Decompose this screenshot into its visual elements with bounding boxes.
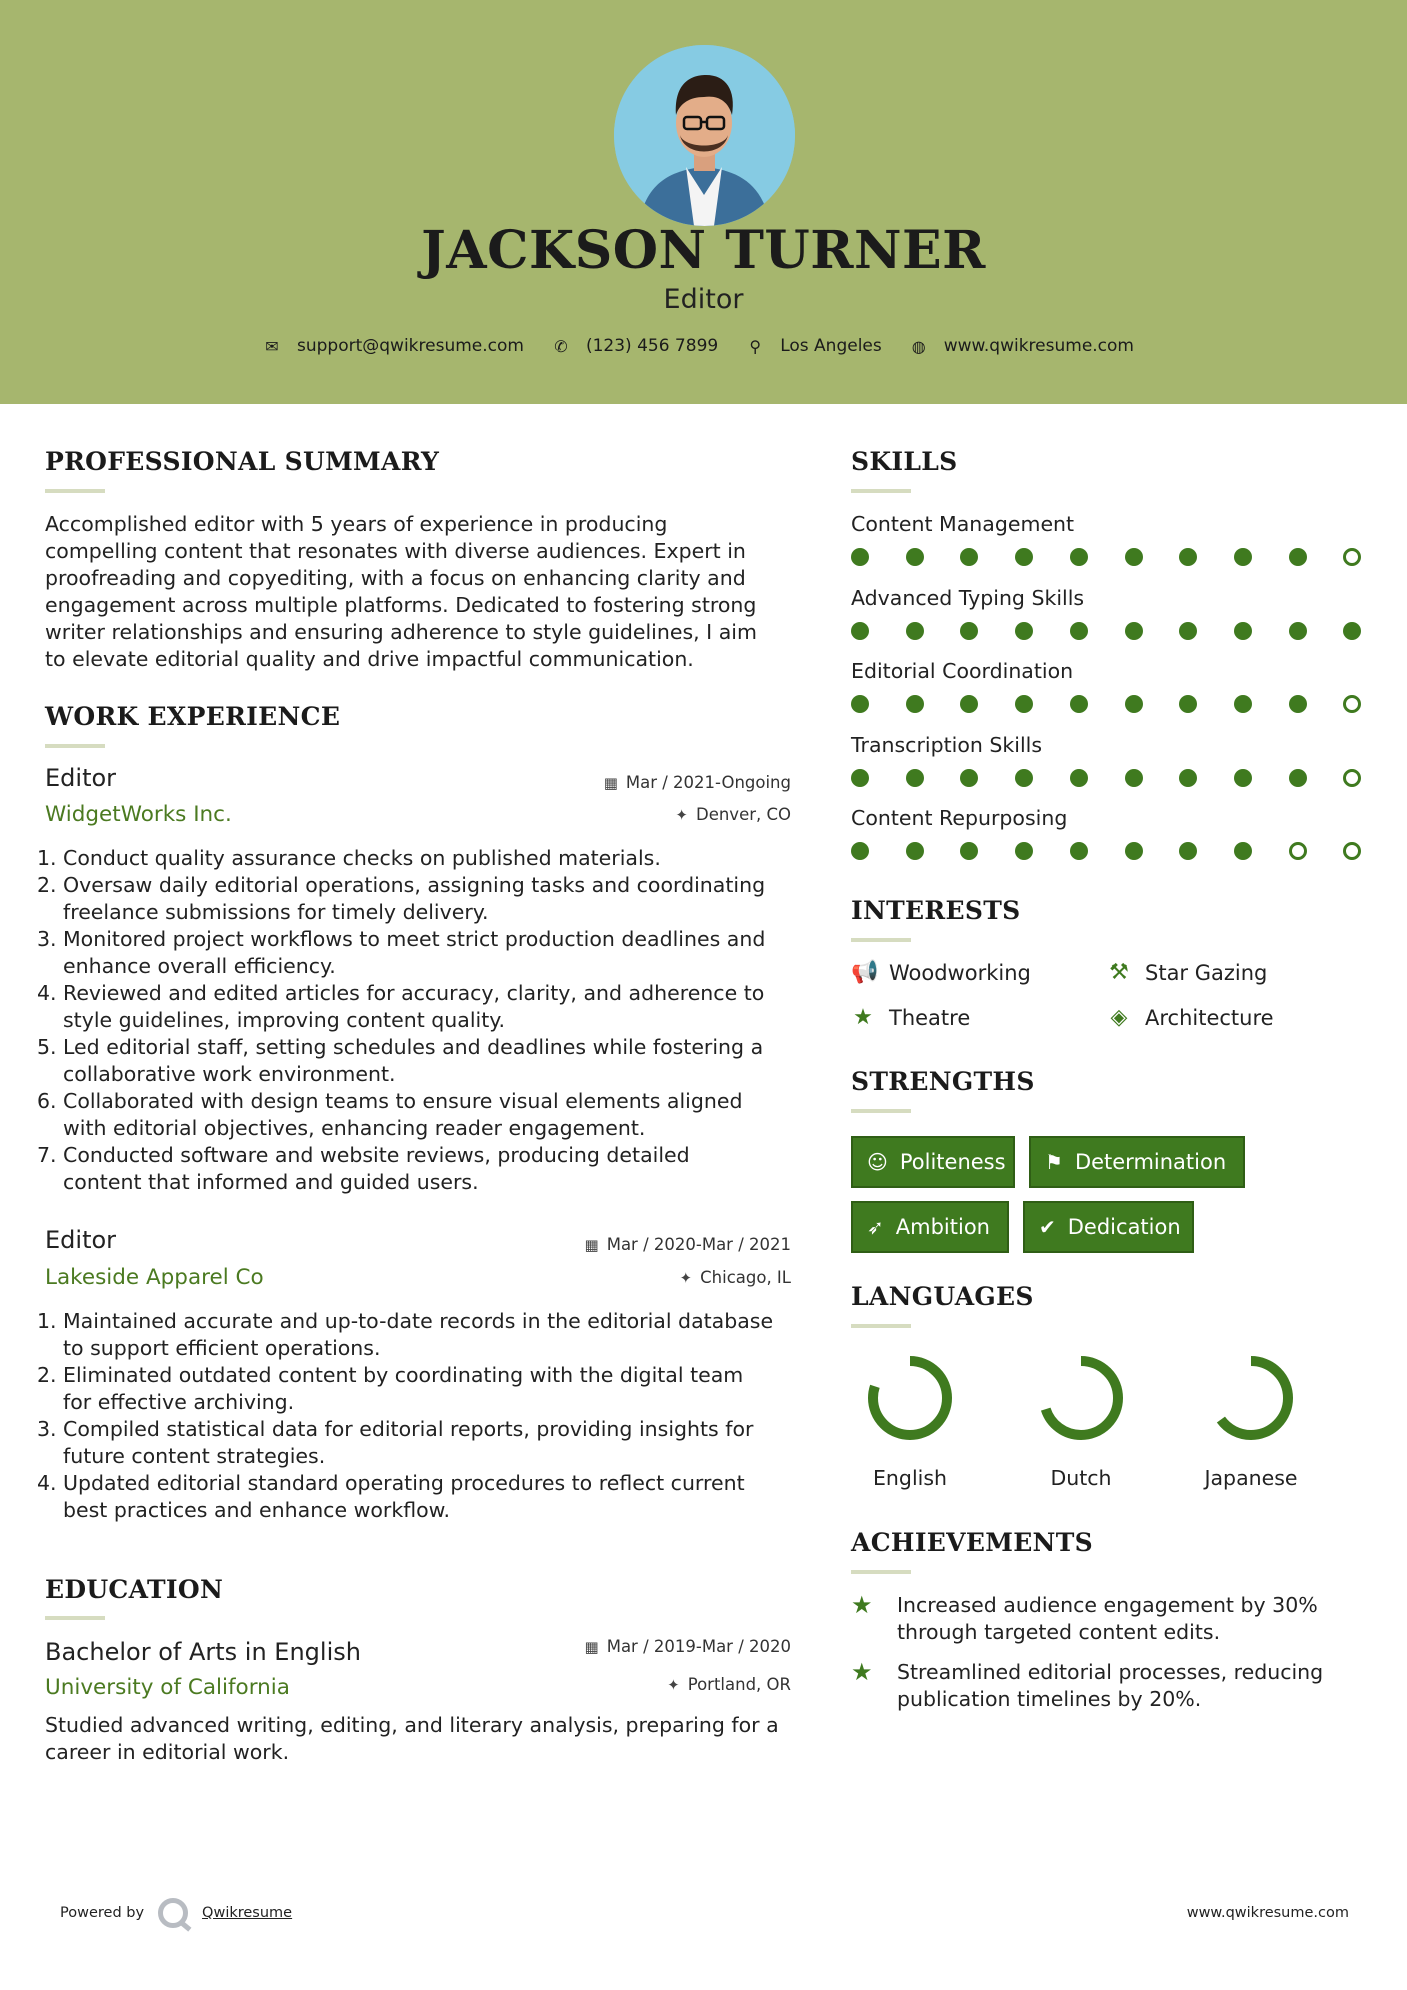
skill-rating-dot xyxy=(906,842,924,860)
skill-rating-dot xyxy=(1289,548,1307,566)
gavel-icon: ⚒ xyxy=(1109,960,1129,985)
skill-rating-dot xyxy=(1343,695,1361,713)
list-item: 3. Compiled statistical data for editorial reports, providing insights for future content strategies. xyxy=(37,1417,754,1468)
interest-item: ◈ Architecture xyxy=(1107,1005,1274,1030)
skill-rating-dot xyxy=(1070,842,1088,860)
skill-rating-dot xyxy=(906,695,924,713)
skill-rating-dot xyxy=(1179,842,1197,860)
language-label: Dutch xyxy=(1050,1466,1112,1490)
qwikresume-logo-icon xyxy=(158,1898,188,1928)
list-item: 2. Oversaw daily editorial operations, assigning tasks and coordinating freelance submissions for timely delivery. xyxy=(37,873,766,924)
flag-icon: ⚑ xyxy=(1045,1150,1063,1174)
calendar-icon: ▦ xyxy=(584,1637,599,1656)
pin-icon: ✦ xyxy=(675,805,688,824)
skill-name: Transcription Skills xyxy=(851,732,1043,757)
summary-text: Accomplished editor with 5 years of experience in producing compelling content that resonates with diverse audiences. Expert in proofreading and copyediting, with a focus on enhancing clarity and engagement across multiple platforms. Dedicated to fostering strong writer relationships and ensuring adherence to style guidelines, I aim to elevate editorial quality and drive impactful communication. xyxy=(45,512,757,671)
skill-name: Advanced Typing Skills xyxy=(851,585,1085,610)
skill-rating-dot xyxy=(1015,842,1033,860)
footer-powered-by xyxy=(60,1898,292,1928)
candidate-role: Editor xyxy=(663,284,744,315)
experience-heading: WORK EXPERIENCE xyxy=(45,702,341,731)
summary-heading: PROFESSIONAL SUMMARY xyxy=(45,447,440,476)
skill-rating-dot xyxy=(1234,548,1252,566)
list-item: 2. Eliminated outdated content by coordinating with the digital team for effective archiving. xyxy=(37,1363,744,1414)
skill-name: Content Management xyxy=(851,512,1075,536)
brand-link[interactable]: Qwikresume xyxy=(202,1905,293,1921)
skill-rating-dot xyxy=(1179,548,1197,566)
language-label: Japanese xyxy=(1204,1466,1298,1490)
smile-icon: ☺ xyxy=(867,1150,888,1174)
language-label: English xyxy=(872,1466,948,1490)
job-dates: ▦ Mar / 2020-Mar / 2021 xyxy=(584,1235,791,1254)
pin-icon: ✦ xyxy=(679,1268,693,1287)
skill-rating-dot xyxy=(1125,842,1143,860)
skill-rating-dot xyxy=(960,842,978,860)
strengths-heading: STRENGTHS xyxy=(851,1067,1035,1096)
heading-divider xyxy=(851,489,911,493)
skill-rating-dot xyxy=(1289,622,1307,640)
language-level-ring xyxy=(1033,1350,1129,1446)
footer-website[interactable]: www.qwikresume.com xyxy=(1186,1905,1349,1921)
skill-rating-dot xyxy=(851,769,869,787)
skill-rating-dot xyxy=(960,769,978,787)
school-name: University of California xyxy=(45,1675,290,1700)
skill-rating-dot xyxy=(1125,548,1143,566)
job-title: Editor xyxy=(45,1226,117,1254)
skill-rating-dot xyxy=(1343,622,1361,640)
heading-divider xyxy=(851,1570,911,1574)
heading-divider xyxy=(45,1616,105,1620)
calendar-icon: ▦ xyxy=(584,1235,599,1254)
trophy-star-icon: ★ xyxy=(851,1658,873,1686)
skill-name: Content Repurposing xyxy=(851,806,1068,830)
map-pin-icon: ⚲ xyxy=(749,336,762,356)
powered-by-label: Powered by xyxy=(60,1905,145,1921)
skill-rating-dot xyxy=(1343,548,1361,566)
skill-rating-dot xyxy=(1015,622,1033,640)
contact-email[interactable]: support@qwikresume.com xyxy=(297,336,524,356)
heading-divider xyxy=(851,938,911,942)
skill-rating-dot xyxy=(851,695,869,713)
trophy-star-icon: ★ xyxy=(851,1591,873,1619)
list-item: 4. Reviewed and edited articles for accuracy, clarity, and adherence to style guidelines, improving content quality. xyxy=(37,981,765,1032)
skill-rating-dot xyxy=(906,622,924,640)
company-name: WidgetWorks Inc. xyxy=(45,802,232,827)
heading-divider xyxy=(45,489,105,493)
language-level-ring xyxy=(1203,1350,1299,1446)
candidate-name: JACKSON TURNER xyxy=(421,220,986,281)
skill-rating-dot xyxy=(1179,769,1197,787)
skill-rating-dot xyxy=(1234,622,1252,640)
strength-badge: ➶ Ambition xyxy=(851,1201,1009,1253)
skill-rating-dot xyxy=(1289,842,1307,860)
skill-rating-dot xyxy=(851,842,869,860)
envelope-icon: ✉ xyxy=(265,336,279,356)
education-dates: ▦ Mar / 2019-Mar / 2020 xyxy=(584,1637,791,1656)
skill-rating-dot xyxy=(1070,548,1088,566)
job-duties xyxy=(37,1308,773,1524)
language-level-ring xyxy=(862,1350,958,1446)
skill-rating-dot xyxy=(1289,769,1307,787)
resume-header xyxy=(0,0,1407,404)
list-item: 3. Monitored project workflows to meet strict production deadlines and enhance overall efficiency. xyxy=(37,927,766,978)
skill-rating-dot xyxy=(1070,769,1088,787)
skill-rating-dot xyxy=(1179,622,1197,640)
achievement-item: ★ Streamlined editorial processes, reducing publication timelines by 20%. xyxy=(851,1658,1324,1711)
skill-rating-dot xyxy=(960,622,978,640)
skill-rating-dot xyxy=(1234,842,1252,860)
megaphone-icon: 📢 xyxy=(851,960,879,985)
skill-rating-dot xyxy=(1125,769,1143,787)
ruler-icon: ◈ xyxy=(1110,1005,1128,1030)
heading-divider xyxy=(45,744,105,748)
interest-item: ★ Theatre xyxy=(851,1005,970,1030)
contact-location: Los Angeles xyxy=(780,336,882,356)
skill-rating-dot xyxy=(960,548,978,566)
rocket-icon: ➶ xyxy=(867,1215,884,1239)
skill-rating-dot xyxy=(906,769,924,787)
profile-photo xyxy=(614,45,795,226)
skill-rating-dot xyxy=(1125,695,1143,713)
list-item: 5. Led editorial staff, setting schedules and deadlines while fostering a collaborative work environment. xyxy=(37,1035,764,1086)
skill-rating-dot xyxy=(1343,769,1361,787)
job-location: ✦ Chicago, IL xyxy=(679,1268,791,1287)
interest-item: 📢 Woodworking xyxy=(851,960,1031,985)
contact-website[interactable]: www.qwikresume.com xyxy=(943,336,1134,356)
skill-rating-dot xyxy=(1070,695,1088,713)
skill-rating-dot xyxy=(1179,695,1197,713)
list-item: 4. Updated editorial standard operating procedures to reflect current best practices and enhance workflow. xyxy=(37,1471,745,1522)
job-location: ✦ Denver, CO xyxy=(675,805,791,824)
skill-rating-dot xyxy=(960,695,978,713)
interest-item: ⚒ Star Gazing xyxy=(1107,960,1267,985)
list-item: 1. Maintained accurate and up-to-date records in the editorial database to support efficient operations. xyxy=(37,1309,774,1360)
education-description: Studied advanced writing, editing, and literary analysis, preparing for a career in editorial work. xyxy=(45,1713,779,1764)
skill-rating-dot xyxy=(1234,695,1252,713)
check-circle-icon: ✔ xyxy=(1039,1215,1056,1239)
languages-heading: LANGUAGES xyxy=(851,1282,1034,1311)
achievement-item: ★ Increased audience engagement by 30% through targeted content edits. xyxy=(851,1591,1318,1644)
skill-rating-dot xyxy=(1015,769,1033,787)
skill-rating-dot xyxy=(1343,842,1361,860)
education-location: ✦ Portland, OR xyxy=(667,1675,791,1694)
strength-badge: ⚑ Determination xyxy=(1029,1136,1245,1188)
strength-badge: ☺ Politeness xyxy=(851,1136,1015,1188)
strength-badge: ✔ Dedication xyxy=(1023,1201,1194,1253)
skill-rating-dot xyxy=(1015,695,1033,713)
company-name: Lakeside Apparel Co xyxy=(45,1265,264,1290)
star-icon: ★ xyxy=(853,1005,873,1030)
heading-divider xyxy=(851,1324,911,1328)
heading-divider xyxy=(851,1109,911,1113)
skill-rating-dot xyxy=(1125,622,1143,640)
skill-rating-dot xyxy=(1070,622,1088,640)
degree-title: Bachelor of Arts in English xyxy=(45,1638,361,1666)
skill-rating-dot xyxy=(1234,769,1252,787)
skill-rating-dot xyxy=(851,622,869,640)
skill-rating-dot xyxy=(906,548,924,566)
list-item: 1. Conduct quality assurance checks on published materials. xyxy=(37,846,661,870)
calendar-icon: ▦ xyxy=(603,773,618,792)
pin-icon: ✦ xyxy=(667,1675,680,1694)
skill-name: Editorial Coordination xyxy=(851,659,1074,683)
job-title: Editor xyxy=(45,764,117,792)
skill-rating-dot xyxy=(1015,548,1033,566)
list-item: 6. Collaborated with design teams to ensure visual elements aligned with editorial objectives, enhancing reader engagement. xyxy=(37,1089,743,1140)
globe-icon: ◍ xyxy=(911,336,926,356)
job-dates: ▦ Mar / 2021-Ongoing xyxy=(603,773,791,792)
contact-bar xyxy=(0,336,1407,356)
contact-phone[interactable]: (123) 456 7899 xyxy=(585,336,719,356)
education-heading: EDUCATION xyxy=(45,1575,224,1604)
job-duties xyxy=(37,845,765,1196)
skill-rating-dot xyxy=(1289,695,1307,713)
interests-heading: INTERESTS xyxy=(851,896,1021,925)
phone-icon: ✆ xyxy=(554,336,568,356)
achievements-heading: ACHIEVEMENTS xyxy=(851,1528,1093,1557)
skill-rating-dot xyxy=(851,548,869,566)
list-item: 7. Conducted software and website reviews, producing detailed content that informed and guided users. xyxy=(37,1143,690,1194)
skills-heading: SKILLS xyxy=(851,447,958,476)
